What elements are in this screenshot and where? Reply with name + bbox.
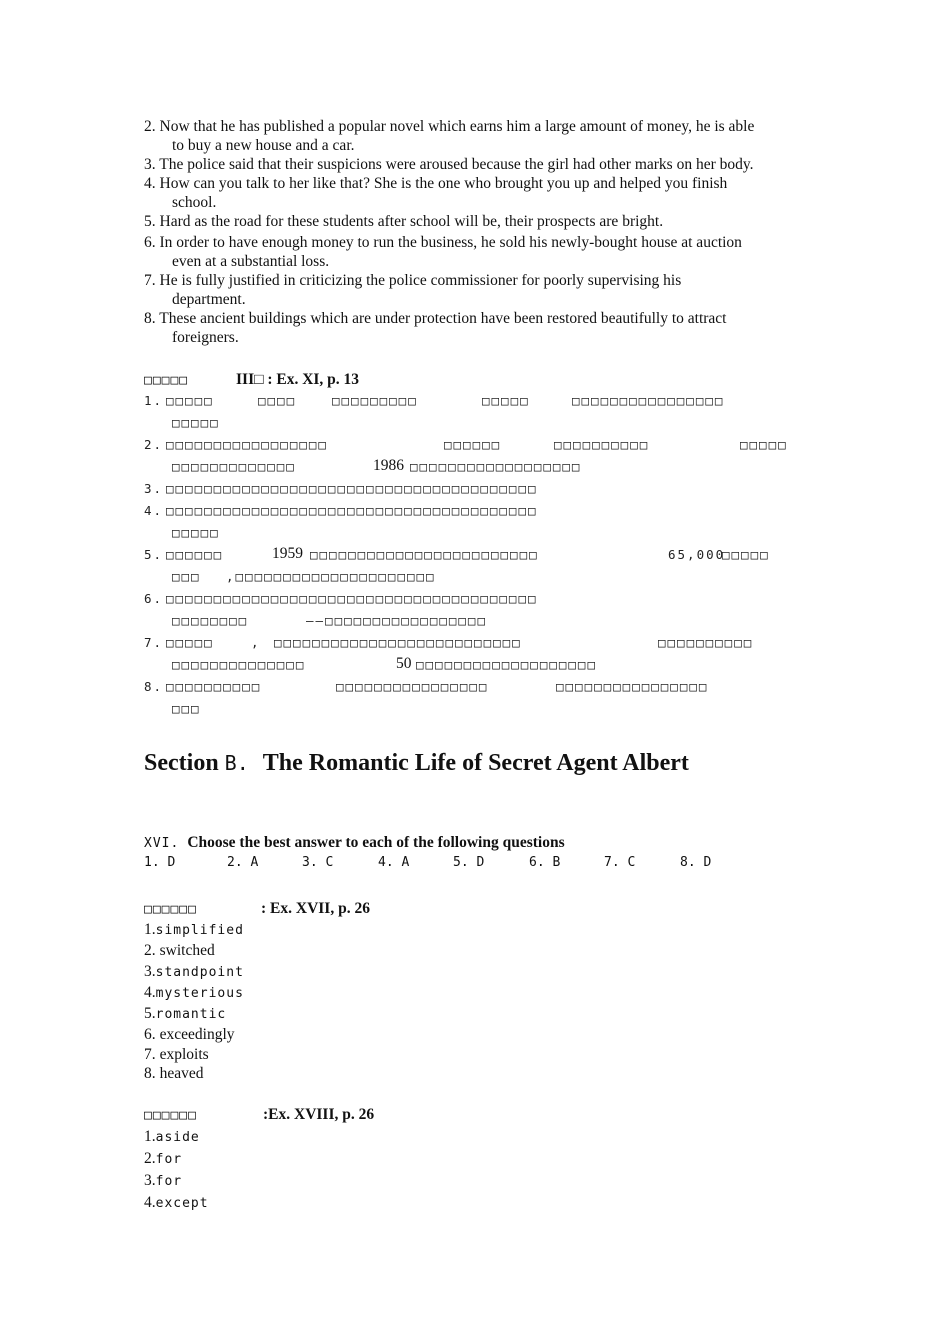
sentence-number: 6. — [144, 234, 156, 251]
garbled-text: □□□□ — [258, 393, 297, 408]
ex-xviii-heading — [144, 1106, 375, 1124]
garbled-heading-text: □□□□□□ — [144, 1108, 197, 1123]
year-text: 1959 — [272, 545, 303, 562]
item-word: exceedingly — [159, 1026, 235, 1043]
ex-xvii-label: : Ex. XVII, p. 26 — [261, 900, 370, 917]
garbled-text: □□□□□□□□□□□□□□□□□□□□□□□□ — [310, 547, 539, 562]
answer-item: 2. A — [227, 855, 259, 870]
item-number: 3. — [144, 1172, 156, 1189]
list-item — [144, 920, 244, 941]
item-number: 6. — [144, 591, 164, 606]
garbled-text: □□□□□□□□□□□□□□□□ — [572, 393, 725, 408]
garbled-text: □□□□□ — [172, 415, 220, 430]
item-word: for — [155, 1174, 183, 1189]
sentence-text: Now that he has published a popular novel which earns him a large amount of money, he is able — [159, 118, 755, 135]
item-number: 5. — [144, 1005, 156, 1022]
garbled-text: □□□□□□□□□□ — [554, 437, 650, 452]
list-item — [144, 1064, 204, 1084]
item-number: 2. — [144, 437, 164, 452]
garbled-heading-text: □□□□□ — [144, 373, 189, 388]
section-b-title — [144, 750, 689, 777]
sentence-number: 8. — [144, 310, 156, 327]
item-word: standpoint — [155, 965, 244, 980]
exercise-instruction: Choose the best answer to each of the following questions — [187, 834, 565, 851]
answer-item: 7. C — [604, 855, 636, 870]
answer-item: 1. D — [144, 855, 176, 870]
section-heading-text: The Romantic Life of Secret Agent Albert — [262, 750, 689, 776]
section-letter: B. — [224, 751, 249, 775]
garbled-text: □□□□□□□□□□□□□□□□□□□□□□□□□□□□□□□□□□□□□□□ — [166, 481, 538, 496]
garbled-text: ,□□□□□□□□□□□□□□□□□□□□□ — [226, 569, 436, 584]
garbled-text: □□□□□□ — [444, 437, 502, 452]
garbled-text: □□□□□ — [740, 437, 788, 452]
list-item — [144, 1171, 182, 1192]
sentence-text: He is fully justified in criticizing the police commissioner for poorly supervising his — [159, 272, 682, 289]
list-item — [144, 1025, 235, 1045]
item-word: switched — [159, 942, 215, 959]
exercise-number: XVI. — [144, 836, 180, 851]
garbled-text: □□□ — [172, 569, 201, 584]
sentence-2 — [144, 117, 807, 155]
year-text: 1986 — [373, 457, 404, 474]
garbled-text: □□□□□□□□□□□□□□ — [172, 657, 306, 672]
sentence-4 — [144, 174, 807, 212]
number-text: 65,000 — [668, 547, 726, 562]
sentence-8 — [144, 309, 807, 347]
item-word: heaved — [159, 1065, 204, 1082]
sentence-continuation: school. — [172, 194, 217, 211]
sentence-text: These ancient buildings which are under protection have been restored beautifully to attract — [159, 310, 727, 327]
item-number: 4. — [144, 984, 156, 1001]
ex-xviii-label: :Ex. XVIII, p. 26 — [263, 1106, 375, 1123]
item-word: simplified — [155, 923, 244, 938]
sentence-number: 2. — [144, 118, 156, 135]
garbled-text: □□□□□ — [172, 525, 220, 540]
item-number: 4. — [144, 503, 164, 518]
sentence-continuation: department. — [172, 291, 246, 308]
item-number: 8. — [144, 1065, 156, 1082]
garbled-text: □□□□□ — [482, 393, 530, 408]
sentence-text: The police said that their suspicions were aroused because the girl had other marks on her body. — [159, 156, 754, 173]
item-number: 1. — [144, 1128, 156, 1145]
item-number: 3. — [144, 963, 156, 980]
list-item — [144, 941, 215, 961]
ex-xvii-heading — [144, 900, 370, 918]
item-word: exploits — [159, 1046, 209, 1063]
item-number: 2. — [144, 1150, 156, 1167]
item-number: 2. — [144, 942, 156, 959]
garbled-text: □□□□□□□□□□□□□□□□□ — [166, 437, 328, 452]
sentence-number: 5. — [144, 213, 156, 230]
sentence-6 — [144, 233, 807, 271]
sentence-text: How can you talk to her like that? She is the one who brought you up and helped you finish — [159, 175, 728, 192]
sentence-number: 4. — [144, 175, 156, 192]
garbled-heading-text: □□□□□□ — [144, 902, 197, 917]
sentence-continuation: foreigners. — [172, 329, 239, 346]
list-item — [144, 1149, 182, 1170]
item-word: mysterious — [155, 986, 244, 1001]
ex-xi-heading — [144, 371, 360, 389]
sentence-number: 7. — [144, 272, 156, 289]
garbled-text: □□□□□□□□□□□□□ — [172, 459, 296, 474]
garbled-text: □□□□□□□□□□□□□□□□□□□ — [416, 657, 597, 672]
list-item — [144, 962, 244, 983]
answer-item: 5. D — [453, 855, 485, 870]
answer-item: 6. B — [529, 855, 561, 870]
section-word: Section — [144, 750, 219, 776]
garbled-text: ——□□□□□□□□□□□□□□□□□ — [306, 613, 487, 628]
garbled-text: □□□□□□□□□□□□□□□□ — [336, 679, 489, 694]
sentence-text: In order to have enough money to run the business, he sold his newly-bought house at auction — [159, 234, 742, 251]
item-number: 3. — [144, 481, 164, 496]
garbled-text: □□□□□□□□□ — [332, 393, 418, 408]
list-item — [144, 1193, 209, 1214]
item-number: 6. — [144, 1026, 156, 1043]
item-number: 5. — [144, 547, 164, 562]
item-word: for — [155, 1152, 183, 1167]
sentence-continuation: to buy a new house and a car. — [172, 137, 355, 154]
item-number: 1. — [144, 393, 164, 408]
item-number: 7. — [144, 635, 164, 650]
item-word: except — [155, 1196, 209, 1211]
garbled-text: □□□□□□□□□□□□□□□□□□□□□□□□□□□□□□□□□□□□□□□ — [166, 503, 538, 518]
sentence-7 — [144, 271, 807, 309]
garbled-text: , — [251, 635, 261, 650]
garbled-text: □□□□□□□□□□ — [166, 679, 262, 694]
ex-xi-label: III□ : Ex. XI, p. 13 — [236, 371, 360, 388]
garbled-text: □□□□□□ — [166, 547, 224, 562]
list-item — [144, 1127, 200, 1148]
item-word: aside — [155, 1130, 200, 1145]
garbled-text: □□□ — [172, 701, 201, 716]
answer-item: 4. A — [378, 855, 410, 870]
garbled-text: □□□□□□□□□□□□□□□□□□□□□□□□□□□□□□□□□□□□□□□ — [166, 591, 538, 606]
garbled-text: □□□□□ — [166, 393, 214, 408]
answer-item: 3. C — [302, 855, 334, 870]
item-number: 8. — [144, 679, 164, 694]
list-item — [144, 983, 244, 1004]
sentence-number: 3. — [144, 156, 156, 173]
garbled-text: □□□□□□□□□□□□□□□□□□□□□□□□□□ — [274, 635, 522, 650]
list-item — [144, 1045, 209, 1065]
sentence-5 — [144, 212, 807, 231]
sentence-text: Hard as the road for these students after school will be, their prospects are bright. — [159, 213, 664, 230]
garbled-text: □□□□□ — [722, 547, 770, 562]
item-number: 4. — [144, 1194, 156, 1211]
garbled-text: □□□□□□□□ — [172, 613, 249, 628]
list-item — [144, 1004, 226, 1025]
garbled-text: □□□□□ — [166, 635, 214, 650]
item-word: romantic — [155, 1007, 227, 1022]
garbled-text: □□□□□□□□□□ — [658, 635, 754, 650]
garbled-text: □□□□□□□□□□□□□□□□ — [556, 679, 709, 694]
item-number: 7. — [144, 1046, 156, 1063]
answer-item: 8. D — [680, 855, 712, 870]
sentence-3 — [144, 155, 807, 174]
xvi-heading — [144, 834, 565, 852]
xvi-answer-row — [144, 855, 711, 870]
sentence-continuation: even at a substantial loss. — [172, 253, 330, 270]
item-number: 1. — [144, 921, 156, 938]
number-text: 50 — [396, 655, 412, 672]
garbled-text: □□□□□□□□□□□□□□□□□□ — [410, 459, 582, 474]
